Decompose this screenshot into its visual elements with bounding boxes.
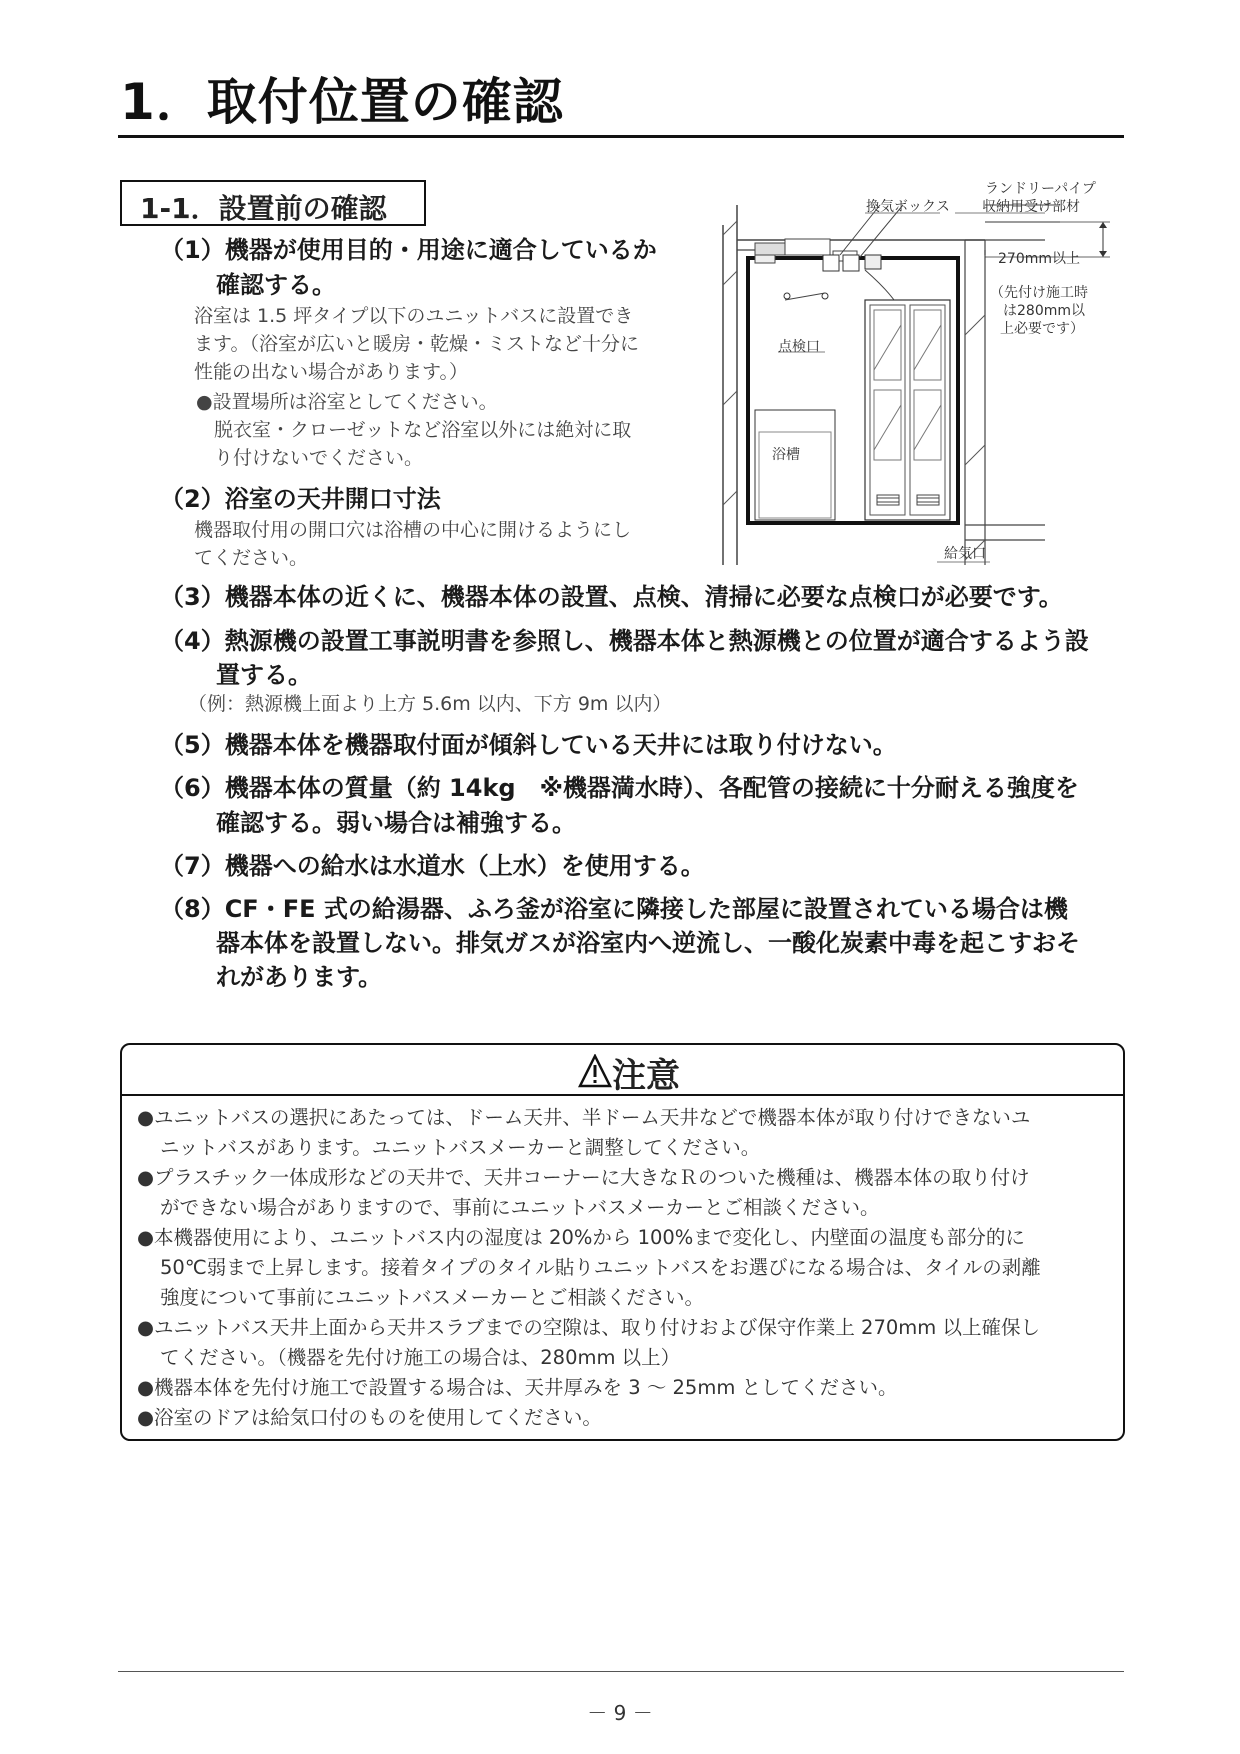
diagram-label-laundry-1: ランドリーパイプ	[985, 181, 1096, 197]
caution-line-3: ●プラスチック一体成形などの天井で、天井コーナーに大きなＲのついた機種は、機器本体の取り付け	[137, 1166, 1030, 1189]
section-heading: 1-1．設置前の確認	[140, 192, 387, 225]
caution-line-10: ●機器本体を先付け施工で設置する場合は、天井厚みを 3 ～ 25mm としてください。	[137, 1376, 898, 1399]
diagram-label-air-inlet: 給気口	[944, 546, 986, 562]
page-title: 1．取付位置の確認	[120, 73, 564, 131]
item-1-bullet: ●設置場所は浴室としてください。	[196, 391, 498, 413]
section-heading-box	[120, 180, 426, 226]
caution-line-1: ●ユニットバスの選択にあたっては、ドーム天井、半ドーム天井などで機器本体が取り付けできないユ	[137, 1106, 1031, 1129]
caution-line-2: ニットバスがあります。ユニットバスメーカーと調整してください。	[160, 1136, 761, 1159]
item-1-line-1: （1）機器が使用目的・用途に適合しているか	[160, 236, 657, 264]
item-5-line-1: （5）機器本体を機器取付面が傾斜している天井には取り付けない。	[160, 731, 897, 759]
caution-line-6: 50℃弱まで上昇します。接着タイプのタイル貼りユニットバスをお選びになる場合は、タイルの剥離	[160, 1256, 1041, 1279]
diagram-label-bathtub: 浴槽	[772, 447, 800, 463]
item-1-text-5: 脱衣室・クローゼットなど浴室以外には絶対に取	[214, 419, 632, 441]
diagram-label-dim-note-2: は280mm以	[1003, 303, 1085, 319]
item-6-line-1: （6）機器本体の質量（約 14kg ※機器満水時）、各配管の接続に十分耐える強度を	[160, 774, 1079, 802]
diagram-label-dimension: 270mm以上	[998, 251, 1080, 267]
item-1-text-1: 浴室は 1.5 坪タイプ以下のユニットバスに設置でき	[194, 305, 634, 327]
item-2-line-1: （2）浴室の天井開口寸法	[160, 485, 441, 513]
item-8-line-2: 器本体を設置しない。排気ガスが浴室内へ逆流し、一酸化炭素中毒を起こすおそ	[216, 929, 1080, 957]
item-1-text-3: 性能の出ない場合があります。）	[194, 361, 468, 383]
item-1-text-2: ます。（浴室が広いと暖房・乾燥・ミストなど十分に	[194, 333, 639, 355]
caution-line-11: ●浴室のドアは給気口付のものを使用してください。	[137, 1406, 602, 1429]
item-1-text-6: り付けないでください。	[214, 447, 424, 469]
diagram-label-dim-note-3: 上必要です）	[1000, 321, 1084, 337]
item-8-line-1: （8）CF・FE 式の給湯器、ふろ釜が浴室に隣接した部屋に設置されている場合は機	[160, 895, 1068, 923]
item-2-text-1: 機器取付用の開口穴は浴槽の中心に開けるようにし	[194, 519, 632, 541]
diagram-label-vent-box: 換気ボックス	[866, 199, 950, 215]
item-8-line-3: れがあります。	[216, 963, 383, 991]
caution-line-9: てください。（機器を先付け施工の場合は、280mm 以上）	[160, 1346, 681, 1369]
footer-rule	[118, 1671, 1124, 1672]
diagram-label-inspection: 点検口	[778, 339, 820, 355]
item-4-line-2: 置する。	[216, 661, 312, 689]
caution-title: 注意	[612, 1056, 680, 1096]
item-7-line-1: （7）機器への給水は水道水（上水）を使用する。	[160, 852, 705, 880]
item-4-line-1: （4）熱源機の設置工事説明書を参照し、機器本体と熱源機との位置が適合するよう設	[160, 627, 1089, 655]
caution-line-4: ができない場合がありますので、事前にユニットバスメーカーとご相談ください。	[160, 1196, 880, 1219]
item-4-text-1: （例：熱源機上面より上方 5.6m 以内、下方 9m 以内）	[188, 693, 672, 715]
diagram-label-dim-note-1: （先付け施工時	[990, 285, 1088, 301]
item-2-text-2: てください。	[194, 547, 309, 569]
item-6-line-2: 確認する。弱い場合は補強する。	[216, 809, 576, 837]
title-rule	[118, 135, 1124, 138]
caution-line-7: 強度について事前にユニットバスメーカーとご相談ください。	[160, 1286, 705, 1309]
caution-line-8: ●ユニットバス天井上面から天井スラブまでの空隙は、取り付けおよび保守作業上 270mm 以上確保し	[137, 1316, 1040, 1339]
bathroom-diagram	[715, 175, 1135, 575]
item-1-line-2: 確認する。	[216, 271, 336, 299]
page-number: － 9 －	[587, 1701, 653, 1725]
warning-icon	[578, 1054, 612, 1090]
diagram-label-laundry-2: 収納用受け部材	[982, 199, 1080, 215]
item-3-line-1: （3）機器本体の近くに、機器本体の設置、点検、清掃に必要な点検口が必要です。	[160, 583, 1063, 611]
caution-line-5: ●本機器使用により、ユニットバス内の湿度は 20%から 100%まで変化し、内壁面の温度も部分的に	[137, 1226, 1025, 1249]
